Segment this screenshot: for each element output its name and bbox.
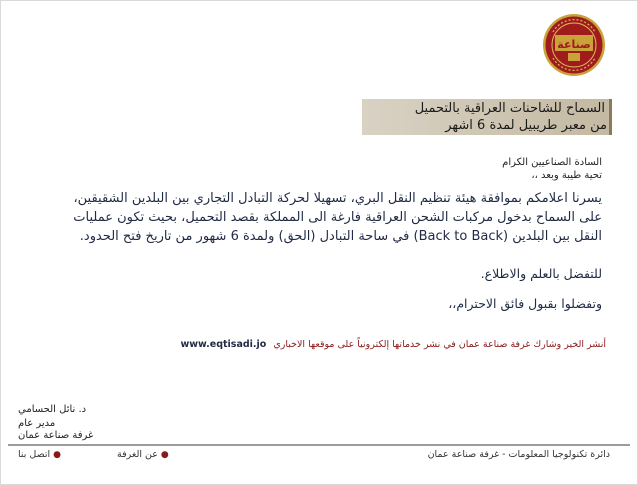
footer-link-contact[interactable] bbox=[18, 449, 61, 460]
body-line-3: النقل بين البلدين (Back to Back) في ساحة التبادل (الحق) ولمدة 6 شهور من تاريخ فتح الحدود. bbox=[79, 229, 602, 244]
bullet-icon: ● bbox=[160, 450, 169, 460]
promo-text: أنشر الخير وشارك غرفة صناعة عمان في نشر خدماتها إلكترونياً على موقعها الاخباري bbox=[273, 339, 606, 350]
promo-site-link[interactable]: www.eqtisadi.jo bbox=[180, 339, 267, 350]
signature-org: غرفة صناعة عمان bbox=[18, 430, 94, 441]
title-line-1: السماح للشاحنات العراقية بالتحميل bbox=[414, 101, 605, 116]
signature-role: مدير عام bbox=[18, 418, 56, 429]
footer-link-about[interactable] bbox=[117, 449, 169, 460]
greeting: تحية طيبة وبعد ،، bbox=[531, 170, 602, 181]
chamber-logo bbox=[541, 12, 607, 78]
logo-text: صناعة bbox=[557, 38, 591, 51]
body-line-1: يسرنا اعلامكم بموافقة هيئة تنظيم النقل البري، تسهيلا لحركة التبادل التجاري بين البلدين الشقيقين، bbox=[73, 191, 602, 206]
footer-dept: دائرة تكنولوجيا المعلومات - غرفة صناعة عمان bbox=[427, 449, 610, 460]
footer-divider bbox=[8, 444, 630, 446]
body-line-2: على السماح بدخول مركبات الشحن العراقية فارغة الى المملكة بقصد التحميل، بحيث تكون عمليات bbox=[73, 210, 602, 225]
salutation: السادة الصناعيين الكرام bbox=[502, 157, 602, 168]
bullet-icon: ● bbox=[53, 450, 62, 460]
promo-line bbox=[180, 339, 606, 350]
footer-link-about-label: عن الغرفة bbox=[117, 449, 158, 460]
signature-name: د. نائل الحسامي bbox=[18, 404, 87, 415]
closing-line-2: وتفضلوا بقبول فائق الاحترام،، bbox=[448, 296, 602, 311]
closing-line-1: للتفضل بالعلم والاطلاع. bbox=[480, 266, 602, 281]
title-line-2: من معبر طريبيل لمدة 6 اشهر bbox=[445, 118, 607, 133]
footer-link-contact-label: اتصل بنا bbox=[18, 449, 51, 460]
